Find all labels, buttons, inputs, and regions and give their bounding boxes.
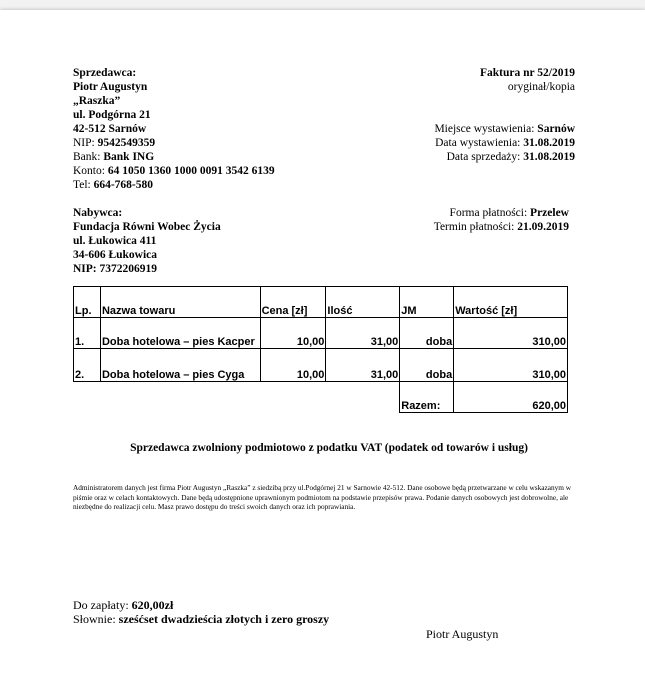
seller-phone: Tel: 664-768-580 — [73, 179, 154, 191]
sale-date: Data sprzedaży: 31.08.2019 — [446, 151, 575, 163]
items-table — [73, 286, 568, 413]
row-unit: doba — [400, 318, 454, 349]
seller-name: Piotr Augustyn — [73, 81, 148, 93]
issue-date: Data wystawienia: 31.08.2019 — [435, 137, 575, 149]
row-unit: doba — [400, 349, 454, 382]
seller-nip: NIP: 9542549359 — [73, 137, 156, 149]
buyer-city: 34-606 Łukowica — [73, 249, 158, 261]
header-name: Nazwa towaru — [100, 287, 260, 318]
seller-city: 42-512 Sarnów — [73, 123, 147, 135]
amount-in-words: Słownie: sześćset dwadzieścia złotych i zero groszy — [73, 612, 330, 626]
seller-account: Konto: 64 1050 1360 1000 0091 3542 6139 — [73, 165, 275, 177]
signature: Piotr Augustyn — [426, 627, 499, 641]
total-label: Razem: — [400, 382, 454, 413]
seller-bank: Bank: Bank ING — [73, 151, 155, 163]
invoice-title: Faktura nr 52/2019 — [480, 67, 575, 79]
payment-block — [434, 206, 569, 234]
header-qty: Ilość — [326, 287, 400, 318]
row-lp: 1. — [74, 318, 101, 349]
issue-place: Miejsce wystawienia: Sarnów — [434, 123, 575, 135]
invoice-dates-block — [434, 122, 575, 164]
header-value: Wartość [zł] — [454, 287, 568, 318]
seller-heading: Sprzedawca: — [73, 67, 137, 79]
row-qty: 31,00 — [326, 349, 400, 382]
table-total-row — [74, 382, 568, 413]
header-price: Cena [zł] — [260, 287, 326, 318]
row-name: Doba hotelowa – pies Cyga — [100, 349, 260, 382]
total-value: 620,00 — [454, 382, 568, 413]
buyer-nip: NIP: 7372206919 — [73, 263, 158, 275]
vat-note: Sprzedawca zwolniony podmiotowo z podatku VAT (podatek od towarów i usług) — [130, 442, 528, 454]
seller-street: ul. Podgórna 21 — [73, 109, 151, 121]
row-price: 10,00 — [260, 349, 326, 382]
gdpr-text: Administratorem danych jest firma Piotr Augustyn „Raszka” z siedzibą przy ul.Podgórnej 21 w Sarnowie 42-512. Dane osobowe będą przetwarzane w celu wskazanym w piśmie oraz w celach kontaktowych. Dane będą udostępnione uprawnionym podmiotom na podstawie przepisów prawa. Podanie danych osobowych jest dobrowolne, ale niezbędne do realizacji celu. Masz prawo dostępu do treści swoich danych oraz ich poprawiania. — [73, 483, 572, 511]
row-value: 310,00 — [454, 318, 568, 349]
buyer-name: Fundacja Równi Wobec Życia — [73, 221, 221, 233]
payment-method: Forma płatności: Przelew — [449, 207, 569, 219]
seller-block — [73, 66, 275, 192]
amount-due: Do zapłaty: 620,00zł — [73, 598, 174, 612]
row-lp: 2. — [74, 349, 101, 382]
table-header-row — [74, 287, 568, 318]
header-lp: Lp. — [74, 287, 101, 318]
row-value: 310,00 — [454, 349, 568, 382]
row-name: Doba hotelowa – pies Kacper — [100, 318, 260, 349]
table-row — [74, 349, 568, 382]
invoice-title-block — [480, 66, 575, 94]
row-price: 10,00 — [260, 318, 326, 349]
payment-due: Termin płatności: 21.09.2019 — [433, 221, 569, 233]
buyer-street: ul. Łukowica 411 — [73, 235, 157, 247]
buyer-heading: Nabywca: — [73, 207, 123, 219]
invoice-subtitle: oryginał/kopia — [507, 81, 575, 93]
buyer-block — [73, 206, 221, 276]
row-qty: 31,00 — [326, 318, 400, 349]
seller-company: „Raszka” — [73, 95, 121, 107]
invoice-page — [0, 10, 645, 675]
header-unit: JM — [400, 287, 454, 318]
table-row — [74, 318, 568, 349]
